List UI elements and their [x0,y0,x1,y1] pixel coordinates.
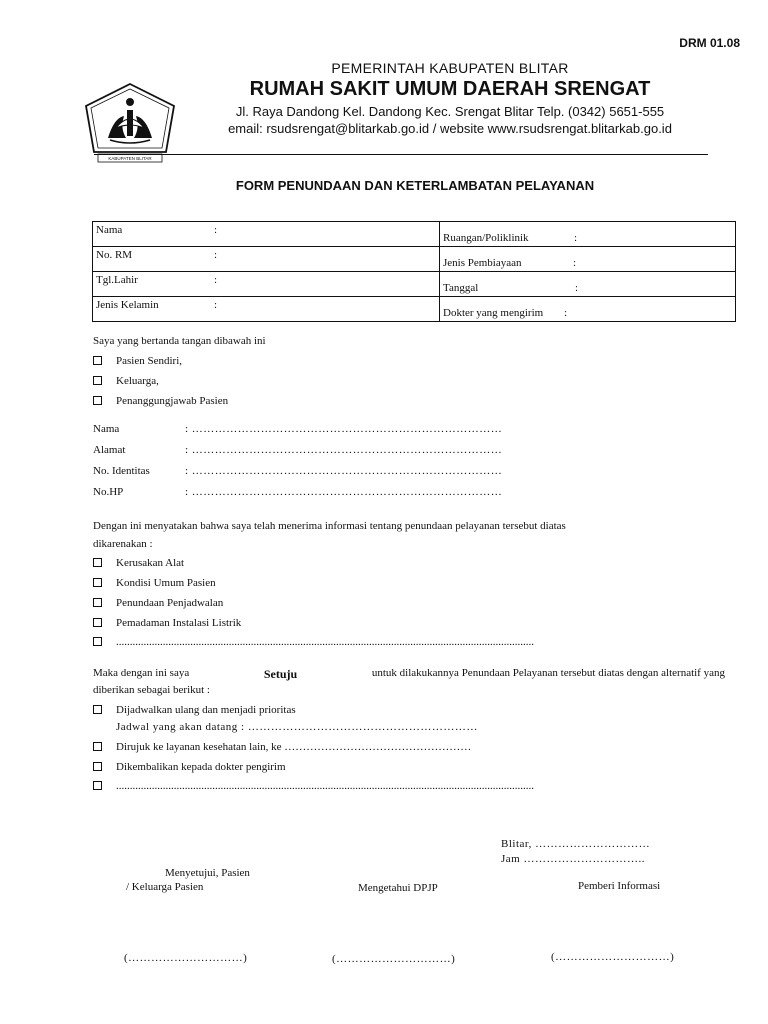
field-label: Tgl.Lahir [96,274,138,286]
statement-line-2: dikarenakan : [93,538,153,550]
checkbox[interactable] [93,598,102,607]
field-label: Jenis Kelamin [96,299,159,311]
signature-label-informant: Pemberi Informasi [578,880,661,892]
table-row [93,222,736,247]
reason-rescheduling[interactable]: Penundaan Penjadwalan [93,597,223,609]
hospital-address: Jl. Raya Dandong Kel. Dandong Kec. Srengat Blitar Telp. (0342) 5651-555 [235,104,665,119]
next-schedule-field[interactable]: Jadwal yang akan datang : …………………………………………………… [116,721,478,733]
checkbox[interactable] [93,618,102,627]
table-row [93,247,736,272]
medical-record-cell[interactable]: No. RM : [93,247,440,272]
signature-label-dpjp: Mengetahui DPJP [358,882,438,894]
kabupaten-blitar-logo [80,80,180,170]
table-row [93,272,736,297]
patient-info-table [92,221,736,322]
patient-name-cell[interactable]: Nama : [93,222,440,247]
time-field[interactable]: Jam ………………………….. [501,853,645,865]
signature-blank-patient[interactable]: (…………………………) [124,952,248,964]
referring-doctor-cell[interactable]: Dokter yang mengirim : [440,297,736,322]
field-label: Jenis Pembiayaan [443,257,522,269]
field-label: Ruangan/Poliklinik [443,232,529,244]
signer-phone-label: No.HP [93,486,124,498]
checkbox-option-guardian[interactable]: Penanggungjawab Pasien [93,395,228,407]
field-label: No. RM [96,249,133,261]
checkbox-option-patient[interactable]: Pasien Sendiri, [93,355,182,367]
checkbox[interactable] [93,781,102,790]
room-cell[interactable]: Ruangan/Poliklinik : [440,222,736,247]
checkbox[interactable] [93,396,102,405]
checkbox[interactable] [93,705,102,714]
signer-intro: Saya yang bertanda tangan dibawah ini [93,335,266,347]
alternative-referral[interactable]: Dirujuk ke layanan kesehatan lain, ke …………………………………………… [93,741,471,753]
hospital-name: RUMAH SAKIT UMUM DAERAH SRENGAT [249,78,651,100]
hospital-contact: email: rsudsrengat@blitarkab.go.id / website www.rsudsrengat.blitarkab.go.id [228,121,672,136]
payment-type-cell[interactable]: Jenis Pembiayaan : [440,247,736,272]
checkbox[interactable] [93,558,102,567]
header-divider [94,154,708,155]
field-label: Dokter yang mengirim [443,307,544,319]
reason-patient-condition[interactable]: Kondisi Umum Pasien [93,577,216,589]
signer-id-field[interactable]: : ……………………………………………………………………… [185,465,503,477]
field-label: Nama [96,224,123,236]
reason-equipment-damage[interactable]: Kerusakan Alat [93,557,184,569]
agreement-emphasis: Setuju [263,667,298,681]
birth-date-cell[interactable]: Tgl.Lahir : [93,272,440,297]
signature-label-patient-2: / Keluarga Pasien [126,881,204,893]
gender-cell[interactable]: Jenis Kelamin : [93,297,440,322]
signer-name-field[interactable]: : ……………………………………………………………………… [185,423,503,435]
agreement-line-2: diberikan sebagai berikut : [93,684,210,696]
checkbox[interactable] [93,356,102,365]
checkbox-option-family[interactable]: Keluarga, [93,375,159,387]
alternative-return-to-doctor[interactable]: Dikembalikan kepada dokter pengirim [93,761,286,773]
checkbox[interactable] [93,376,102,385]
checkbox[interactable] [93,762,102,771]
signature-label-patient-1: Menyetujui, Pasien [165,867,250,879]
agreement-line-1: Maka dengan ini saya Setuju untuk dilakukannya Penundaan Pelayanan tersebut diatas dengan alternatif yang [93,667,725,681]
alternative-reschedule[interactable]: Dijadwalkan ulang dan menjadi prioritas [93,704,296,716]
statement-line-1: Dengan ini menyatakan bahwa saya telah menerima informasi tentang penundaan pelayanan tersebut diatas [93,520,566,532]
form-title: FORM PENUNDAAN DAN KETERLAMBATAN PELAYANAN [235,178,595,193]
signer-address-field[interactable]: : ……………………………………………………………………… [185,444,503,456]
government-name: PEMERINTAH KABUPATEN BLITAR [331,60,569,76]
place-date-field[interactable]: Blitar, ………………………… [501,838,651,850]
field-label: Tanggal [443,282,479,294]
signature-blank-dpjp[interactable]: (…………………………) [332,953,456,965]
checkbox[interactable] [93,742,102,751]
signature-blank-informant[interactable]: (…………………………) [551,951,675,963]
date-cell[interactable]: Tanggal : [440,272,736,297]
signer-name-label: Nama [93,423,120,435]
checkbox[interactable] [93,637,102,646]
logo-caption: KABUPATEN BLITAR [108,156,152,161]
alternative-other[interactable]: ........................................................................................................................................................ [93,780,534,792]
signer-address-label: Alamat [93,444,126,456]
reason-power-outage[interactable]: Pemadaman Instalasi Listrik [93,617,241,629]
document-code: DRM 01.08 [679,36,740,50]
signer-id-label: No. Identitas [93,465,150,477]
signer-phone-field[interactable]: : ……………………………………………………………………… [185,486,503,498]
reason-other[interactable]: ........................................................................................................................................................ [93,636,534,648]
checkbox[interactable] [93,578,102,587]
table-row [93,297,736,322]
